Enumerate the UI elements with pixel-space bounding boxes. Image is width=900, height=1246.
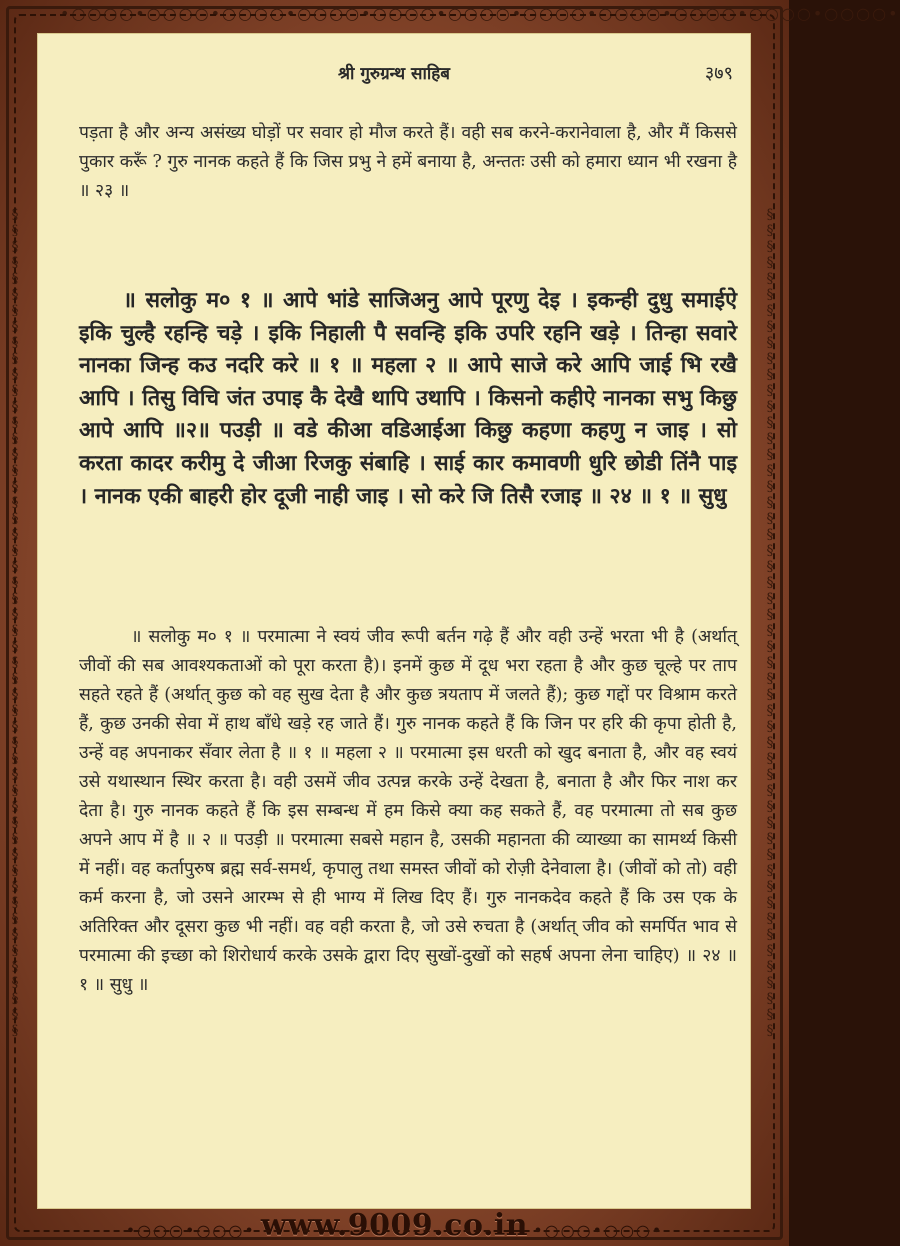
page-paper bbox=[37, 33, 751, 1209]
translation-top: पड़ता है और अन्य असंख्य घोड़ों पर सवार हो मौज करते हैं। वही सब करने-करानेवाला है, और मैं किससे पुकार करूँ ? गुरु नानक कहते हैं कि जिस प्रभु ने हमें बनाया है, अन्ततः उसी को हमारा ध्यान भी रखना है ॥ २३ ॥ bbox=[79, 123, 737, 201]
footer bbox=[0, 1208, 789, 1244]
page-header bbox=[37, 61, 751, 87]
translation-bottom-text: ॥ सलोकु म० १ ॥ परमात्मा ने स्वयं जीव रूपी बर्तन गढ़े हैं और वही उन्हें भरता भी है (अर्थात् जीवों की सब आवश्यकताओं को पूरा करता है)। इनमें कुछ में दूध भरा रहता है और कुछ चूल्हे पर ताप सहते रहते हैं (अर्थात् कुछ को वह सुख देता है और कुछ त्रयताप में जलते हैं); कुछ गद्दों पर विश्राम करते हैं, कुछ उनकी सेवा में हाथ बाँधे खड़े रह जाते हैं। गुरु नानक कहते हैं कि जिन पर हरि की कृपा होती है, उन्हें वह अपनाकर सँवार लेता है ॥ १ ॥ महला २ ॥ परमात्मा इस धरती को खुद बनाता है, और वह स्वयं उसे यथास्थान स्थिर करता है। वही उसमें जीव उत्पन्न करके उन्हें देखता है, बनाता है और फिर नाश कर देता है। गुरु नानक कहते हैं कि इस सम्बन्ध में हम किसे क्या कह सकते हैं, वह परमात्मा तो सब कुछ अपने आप में है ॥ २ ॥ पउड़ी ॥ परमात्मा सबसे महान है, उसकी महानता की व्याख्या का सामर्थ्य किसी में नहीं। वह कर्तापुरुष ब्रह्म सर्व-समर्थ, कृपालु तथा समस्त जीवों को रोज़ी देनेवाला है। (जीवों को तो) वही कर्म करना है, जो उसने आरम्भ से ही भाग्य में लिख दिए हैं। गुरु नानकदेव कहते हैं कि उस एक के अतिरिक्त और दूसरा कुछ भी नहीं। वह वही करता है, जो उसे रुचता है (अर्थात् जीव को समर्पित भाव से परमात्मा की इच्छा को शिरोधार्य करके उसके द्वारा दिए सुखों-दुखों को सहर्ष अपना लेना चाहिए) ॥ २४ ॥ १ ॥ सुधु ॥ bbox=[79, 627, 737, 995]
right-border-ornament: §§§§§§§§§§§§§§§§§§§§§§§§§§§§§§§§§§§§§§§§§§§§§§§§§§§§ bbox=[762, 207, 778, 1039]
translation-bottom bbox=[79, 623, 737, 1000]
page-number: ३७९ bbox=[704, 63, 733, 84]
gurbani-verse bbox=[79, 285, 737, 513]
gurbani-text: ॥ सलोकु म० १ ॥ आपे भांडे साजिअनु आपे पूरणु देइ । इकन्ही दुधु समाईऐ इकि चुल्है रहन्हि चड़े । इकि निहाली पै सवन्हि इकि उपरि रहनि खड़े । तिन्हा सवारे नानका जिन्ह कउ नदरि करे ॥ १ ॥ महला २ ॥ आपे साजे करे आपि जाई भि रखै आपि । तिसु विचि जंत उपाइ कै देखै थापि उथापि । किसनो कहीऐ नानका सभु किछु आपे आपि ॥२॥ पउड़ी ॥ वडे कीआ वडिआईआ किछु कहणा कहणु न जाइ । सो करता कादर करीमु दे जीआ रिजकु संबाहि । साई कार कमावणी धुरि छोडी तिंनै पाइ । नानक एकी बाहरी होर दूजी नाही जाइ । सो करे जि तिसै रजाइ ॥ २४ ॥ १ ॥ सुधु bbox=[79, 288, 737, 509]
top-border-ornament: •○○○○•○○○○•○○○○•○○○○•○○○○•○○○○•○○○○•○○○○•○○○○•○○○○•○○○○• bbox=[60, 4, 900, 23]
left-border-ornament: §§§§§§§§§§§§§§§§§§§§§§§§§§§§§§§§§§§§§§§§§§§§§§§§§§§§ bbox=[7, 207, 23, 1039]
footer-ornament-right: •○○○•○○○• bbox=[533, 1221, 664, 1240]
website-link[interactable]: www.9009.co.in bbox=[260, 1208, 529, 1243]
book-title: श्री गुरुग्रन्थ साहिब bbox=[337, 64, 451, 84]
footer-ornament-left: •○○○•○○○• bbox=[125, 1221, 256, 1240]
